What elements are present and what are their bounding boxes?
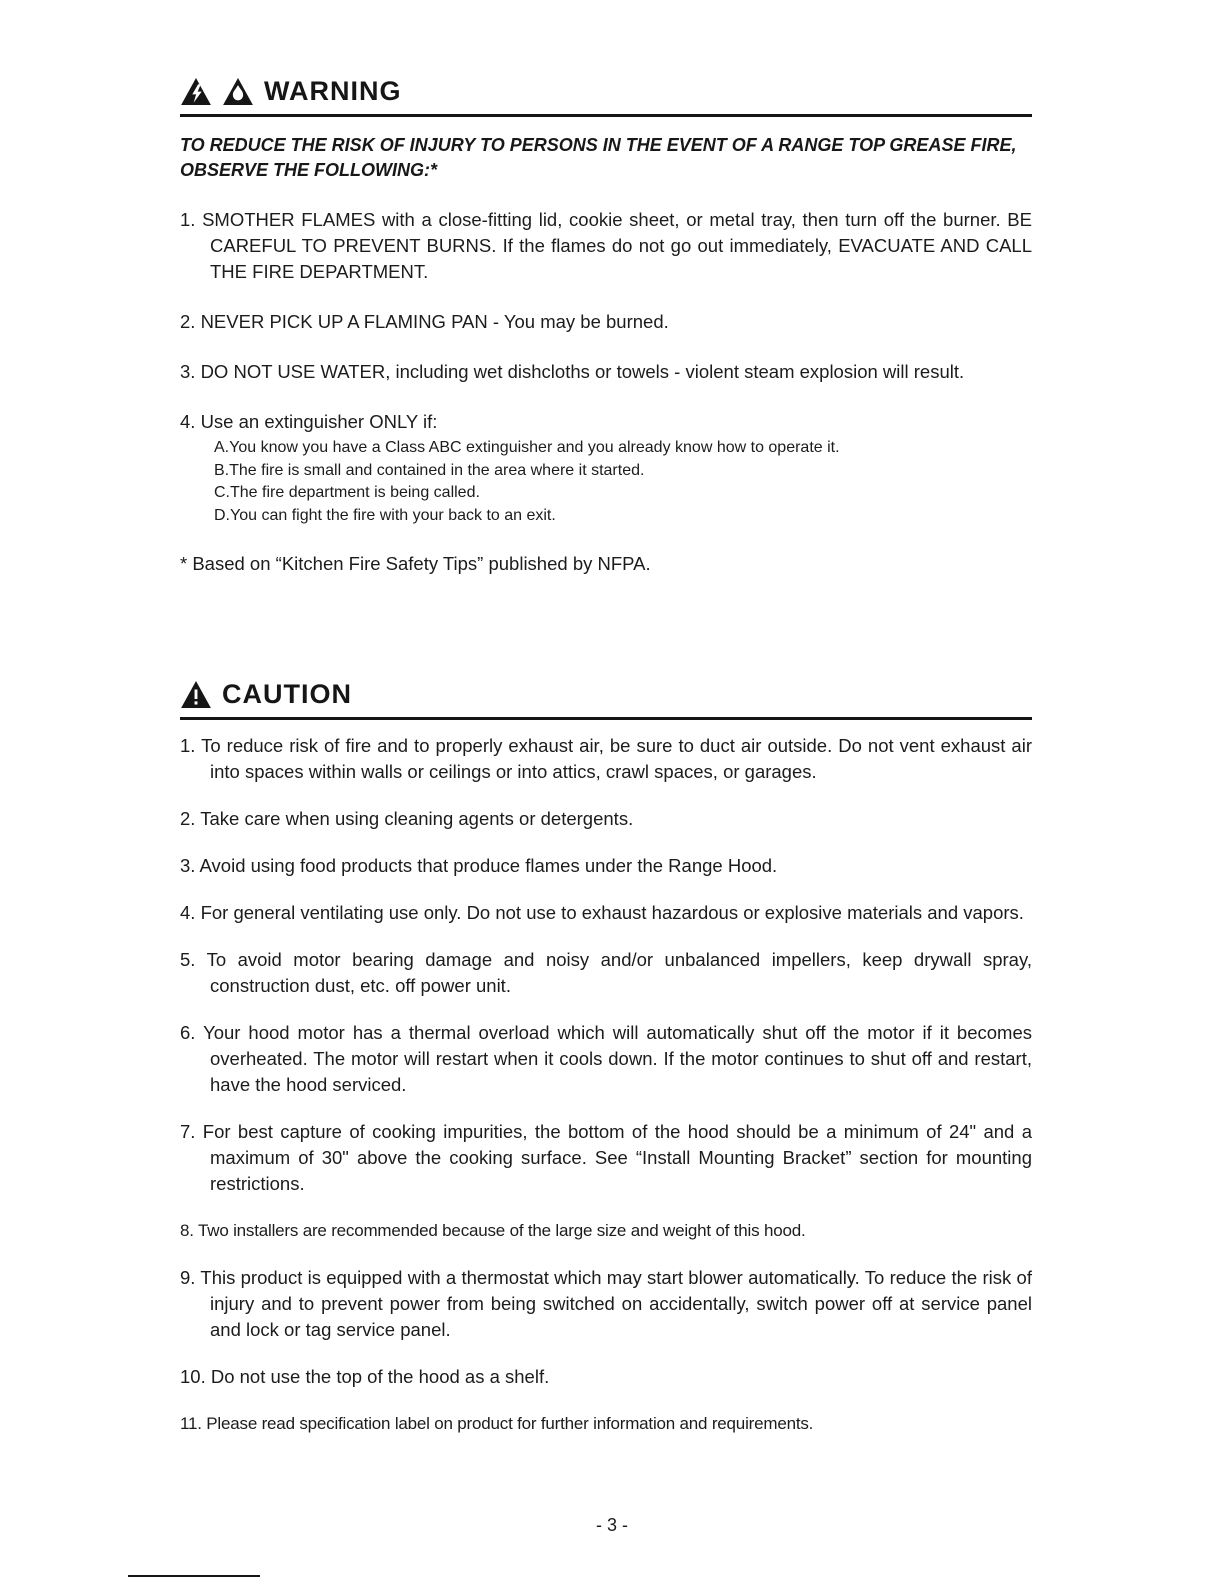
fire-hazard-triangle-icon [222, 77, 254, 106]
caution-item-11: 11. Please read specification label on product for further information and requirements. [180, 1414, 814, 1433]
warning-item-2: 2. NEVER PICK UP A FLAMING PAN - You may be burned. [180, 311, 669, 332]
caution-item-1: 1. To reduce risk of fire and to properly exhaust air, be sure to duct air outside. Do not vent exhaust air into spaces within walls or ceilings or into attics, crawl spaces, or garages. [180, 735, 1032, 782]
warning-subitem-c: C.The fire department is being called. [214, 484, 480, 501]
print-registration-mark [128, 1575, 260, 1577]
caution-item-7: 7. For best capture of cooking impurities, the bottom of the hood should be a minimum of 24" and a maximum of 30" above the cooking surface. See “Install Mounting Bracket” section for mounting restrictions. [180, 1121, 1032, 1194]
warning-item-4: 4. Use an extinguisher ONLY if: [180, 411, 438, 432]
alert-triangle-icon [180, 680, 212, 709]
caution-item-6: 6. Your hood motor has a thermal overload which will automatically shut off the motor if it becomes overheated. The motor will restart when it cools down. If the motor continues to shut off and restart, have the hood serviced. [180, 1022, 1032, 1095]
warning-subitem-a: A.You know you have a Class ABC extinguisher and you already know how to operate it. [214, 439, 840, 456]
caution-list [180, 733, 1032, 1437]
warning-footnote: * Based on “Kitchen Fire Safety Tips” published by NFPA. [180, 553, 651, 574]
caution-item-10: 10. Do not use the top of the hood as a shelf. [180, 1366, 550, 1387]
page-content [180, 76, 1032, 1437]
caution-item-5: 5. To avoid motor bearing damage and noisy and/or unbalanced impellers, keep drywall spray, construction dust, etc. off power unit. [180, 949, 1032, 996]
warning-section [180, 76, 1032, 577]
warning-subitem-d: D.You can fight the fire with your back to an exit. [214, 506, 556, 524]
caution-item-8: 8. Two installers are recommended because of the large size and weight of this hood. [180, 1221, 806, 1240]
page-number: - 3 - [595, 1515, 628, 1535]
caution-title: CAUTION [222, 679, 352, 709]
caution-item-2: 2. Take care when using cleaning agents or detergents. [180, 808, 634, 829]
caution-item-4: 4. For general ventilating use only. Do not use to exhaust hazardous or explosive materials and vapors. [180, 902, 1024, 923]
warning-heading [180, 76, 1032, 117]
warning-list [180, 207, 1032, 527]
warning-title: WARNING [264, 76, 402, 106]
caution-heading [180, 679, 1032, 720]
warning-subitem-b: B.The fire is small and contained in the area where it started. [214, 461, 645, 479]
caution-section [180, 679, 1032, 1437]
caution-item-9: 9. This product is equipped with a thermostat which may start blower automatically. To reduce the risk of injury and to prevent power from being switched on accidentally, switch power off at service panel and lock or tag service panel. [180, 1267, 1032, 1340]
warning-sublist [214, 437, 1032, 527]
caution-item-3: 3. Avoid using food products that produce flames under the Range Hood. [180, 855, 778, 876]
warning-item-1: 1. SMOTHER FLAMES with a close-fitting lid, cookie sheet, or metal tray, then turn off the burner. BE CAREFUL TO PREVENT BURNS. If the flames do not go out immediately, EVACUATE AND CALL THE FIRE DEPARTMENT. [180, 209, 1032, 282]
warning-item-3: 3. DO NOT USE WATER, including wet dishcloths or towels - violent steam explosion will result. [180, 361, 965, 382]
warning-intro: TO REDUCE THE RISK OF INJURY TO PERSONS IN THE EVENT OF A RANGE TOP GREASE FIRE, OBSERVE THE FOLLOWING:* [180, 135, 1017, 180]
electric-hazard-triangle-icon [180, 77, 212, 106]
